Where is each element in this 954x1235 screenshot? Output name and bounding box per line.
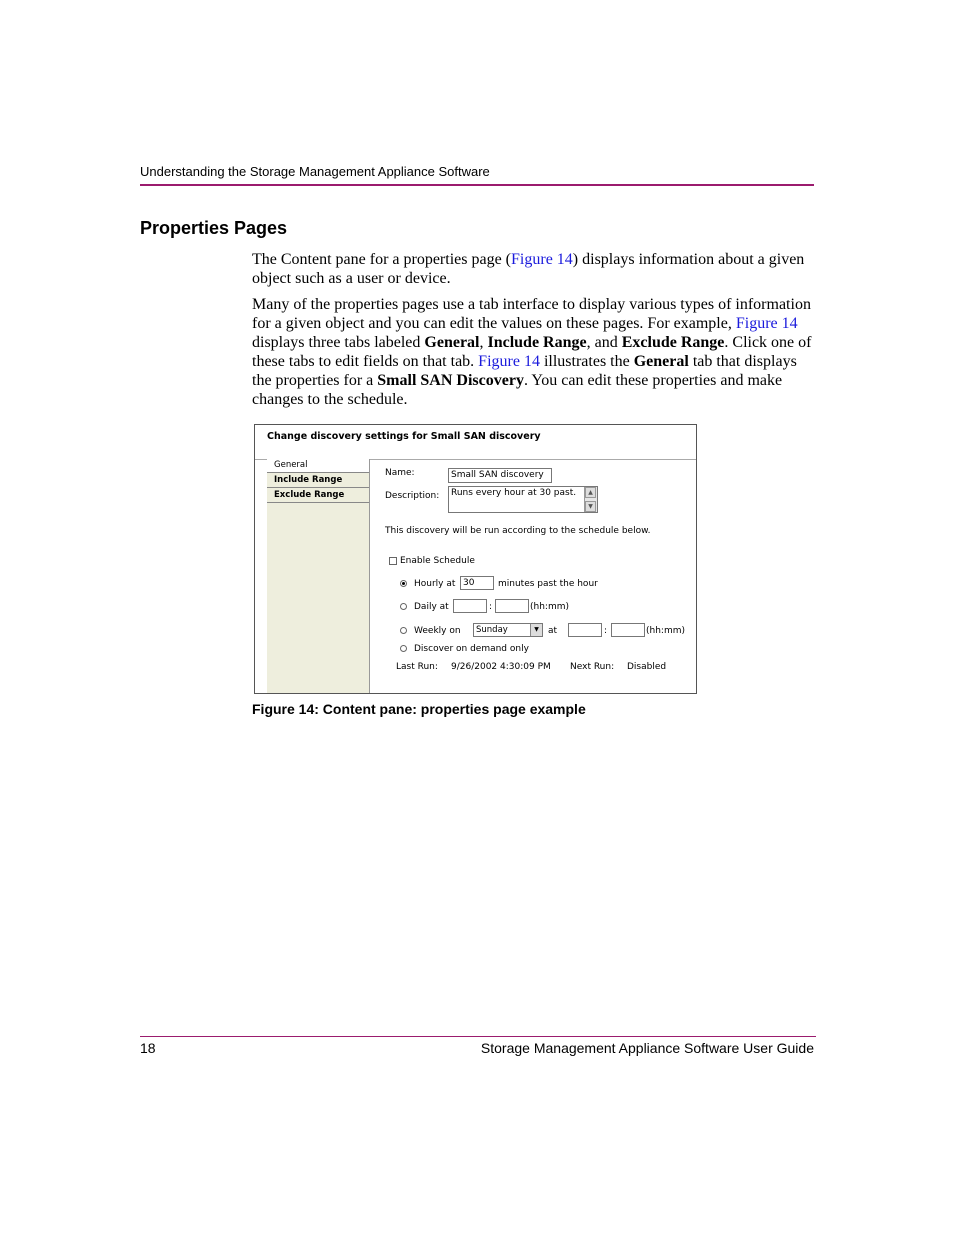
last-run-label: Last Run:: [396, 662, 438, 672]
hourly-radio[interactable]: [400, 580, 407, 587]
hourly-label: Hourly at: [414, 579, 456, 589]
running-header: Understanding the Storage Management Appliance Software: [140, 164, 490, 179]
weekly-hours-input[interactable]: [568, 623, 602, 637]
text-run: ) displays information about a given object such as a user or device.: [252, 251, 805, 287]
last-run-value: 9/26/2002 4:30:09 PM: [451, 662, 551, 672]
tab-exclude-range[interactable]: Exclude Range: [267, 489, 369, 503]
paragraph-2: [252, 295, 812, 409]
section-title: Properties Pages: [140, 218, 288, 238]
tab-general[interactable]: General: [267, 459, 369, 473]
daily-minutes-input[interactable]: [495, 599, 529, 613]
header-rule: [140, 184, 814, 186]
description-text: Runs every hour at 30 past.: [451, 488, 577, 498]
next-run-value: Disabled: [627, 662, 667, 672]
on-demand-label: Discover on demand only: [414, 644, 529, 654]
weekly-minutes-input[interactable]: [611, 623, 645, 637]
description-scrollbar[interactable]: [584, 487, 597, 512]
figure-14-link[interactable]: Figure 14: [511, 251, 573, 268]
footer-rule: [140, 1036, 816, 1037]
on-demand-radio[interactable]: [400, 645, 407, 652]
weekly-time-separator: :: [604, 626, 608, 636]
text-run: tab that displays the properties for a: [252, 353, 797, 389]
scroll-down-icon[interactable]: ▼: [585, 501, 596, 512]
enable-schedule-label: Enable Schedule: [400, 556, 475, 566]
weekly-radio[interactable]: [400, 627, 407, 634]
scroll-up-icon[interactable]: ▲: [585, 487, 596, 498]
figure-screenshot: [254, 424, 697, 694]
dialog-title: Change discovery settings for Small SAN discovery: [267, 431, 541, 442]
text-run: illustrates the: [539, 353, 634, 370]
figure-14-link[interactable]: Figure 14: [735, 315, 798, 332]
daily-radio[interactable]: [400, 603, 407, 610]
schedule-note: This discovery will be run according to the schedule below.: [385, 526, 651, 536]
description-label: Description:: [385, 491, 440, 501]
daily-time-separator: :: [489, 602, 493, 612]
figure-14-link[interactable]: Figure 14: [478, 353, 540, 370]
bold-term: Include Range: [487, 334, 587, 351]
text-run: The Content pane for a properties page (: [252, 251, 512, 268]
bold-term: Small SAN Discovery: [377, 372, 524, 389]
daily-hours-input[interactable]: [453, 599, 487, 613]
figure-caption: Figure 14: Content pane: properties page example: [252, 701, 586, 717]
hourly-suffix: minutes past the hour: [498, 579, 598, 589]
page-number: 18: [140, 1040, 156, 1056]
text-run: . You can edit these properties and make changes to the schedule.: [252, 372, 783, 408]
daily-hhmm-label: (hh:mm): [530, 602, 569, 612]
daily-label: Daily at: [414, 602, 449, 612]
description-textarea[interactable]: [448, 486, 598, 513]
enable-schedule-checkbox[interactable]: [389, 557, 397, 565]
bold-term: General: [633, 353, 689, 370]
hourly-minutes-input[interactable]: 30: [460, 576, 494, 590]
weekly-hhmm-label: (hh:mm): [646, 626, 685, 636]
text-run: Many of the properties pages use a tab interface to display various types of information for a given object and you can edit the values on these pages. For example,: [252, 296, 811, 332]
weekly-day-select[interactable]: [473, 623, 543, 637]
weekly-label: Weekly on: [414, 626, 461, 636]
tabs-panel: [267, 459, 370, 693]
tab-include-range[interactable]: Include Range: [267, 474, 369, 488]
text-run: displays three tabs labeled: [252, 334, 425, 351]
weekly-day-value: Sunday: [476, 625, 508, 635]
bold-term: Exclude Range: [621, 334, 725, 351]
text-run: , and: [586, 334, 622, 351]
name-label: Name:: [385, 468, 415, 478]
weekly-at-label: at: [548, 626, 558, 636]
name-input[interactable]: Small SAN discovery: [448, 468, 552, 483]
paragraph-1: [252, 250, 812, 288]
chevron-down-icon[interactable]: ▼: [530, 624, 542, 636]
footer-guide-title: Storage Management Appliance Software User Guide: [480, 1040, 814, 1056]
text-run: ,: [479, 334, 488, 351]
text-run: . Click one of these tabs to edit fields on that tab.: [252, 334, 812, 370]
bold-term: General: [424, 334, 480, 351]
next-run-label: Next Run:: [570, 662, 615, 672]
